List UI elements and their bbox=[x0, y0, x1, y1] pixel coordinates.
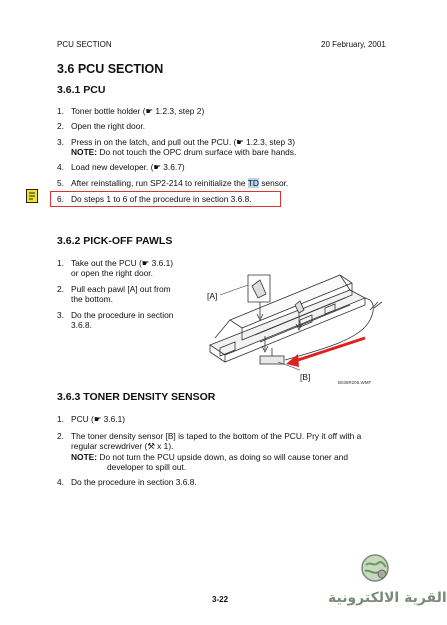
hand-pointer-icon: ☛ bbox=[236, 137, 247, 147]
pcu-figure bbox=[200, 250, 390, 390]
pcu-heading: 3.6.1 PCU bbox=[57, 84, 106, 96]
section-title: 3.6 PCU SECTION bbox=[57, 62, 164, 76]
red-arrow bbox=[292, 338, 365, 362]
tds-note: NOTE: Do not turn the PCU upside down, as doing so will cause toner and developer to spill out. bbox=[71, 452, 348, 472]
pcu-step-4: 4. Load new developer. (☛ 3.6.7) bbox=[57, 162, 185, 172]
figure-code: B039R205.WMF bbox=[338, 380, 372, 385]
header-date: 20 February, 2001 bbox=[321, 40, 386, 49]
memo-note-icon bbox=[26, 189, 38, 203]
pcu-step-3: 3. Press in on the latch, and pull out the PCU. (☛ 1.2.3, step 3) bbox=[57, 137, 295, 147]
watermark-text: القرية الالكترونية bbox=[328, 590, 447, 606]
screwdriver-icon: ⚒ bbox=[147, 441, 155, 451]
label-b: [B] bbox=[300, 372, 311, 382]
hand-pointer-icon: ☛ bbox=[141, 258, 152, 268]
tds-step-4: 4. Do the procedure in section 3.6.8. bbox=[57, 477, 197, 487]
pcu-step-6: 6. Do steps 1 to 6 of the procedure in section 3.6.8. bbox=[57, 194, 252, 204]
tds-step-1: 1. PCU (☛ 3.6.1) bbox=[57, 414, 126, 424]
hand-pointer-icon: ☛ bbox=[153, 162, 164, 172]
pawls-step-1: 1. Take out the PCU (☛ 3.6.1) or open the right door. bbox=[57, 258, 174, 278]
pawls-step-2: 2. Pull each pawl [A] out from the bottom. bbox=[57, 284, 171, 304]
page-number: 3-22 bbox=[212, 595, 229, 604]
header-left: PCU SECTION bbox=[57, 40, 112, 49]
pcu-step-2: 2. Open the right door. bbox=[57, 121, 146, 131]
tds-heading: 3.6.3 TONER DENSITY SENSOR bbox=[57, 391, 216, 403]
red-arrowhead bbox=[286, 354, 299, 367]
label-a: [A] bbox=[207, 291, 218, 301]
pawls-step-3: 3. Do the procedure in section 3.6.8. bbox=[57, 310, 174, 330]
pcu-step-5: 5. After reinstalling, run SP2-214 to reinitialize the TD sensor. bbox=[57, 178, 289, 188]
pcu-step-1: 1. Toner bottle holder (☛ 1.2.3, step 2) bbox=[57, 106, 205, 116]
tds-step-2: 2. The toner density sensor [B] is taped to the bottom of the PCU. Pry it off with a regular screwdriver (⚒ x 1). bbox=[57, 431, 362, 451]
hand-pointer-icon: ☛ bbox=[145, 106, 156, 116]
pcu-note: NOTE: Do not touch the OPC drum surface with bare hands. bbox=[71, 147, 297, 157]
hand-pointer-icon: ☛ bbox=[93, 414, 104, 424]
globe-gear-logo bbox=[360, 553, 390, 583]
td-highlight: TD bbox=[247, 178, 259, 188]
pawls-heading: 3.6.2 PICK-OFF PAWLS bbox=[57, 235, 173, 247]
